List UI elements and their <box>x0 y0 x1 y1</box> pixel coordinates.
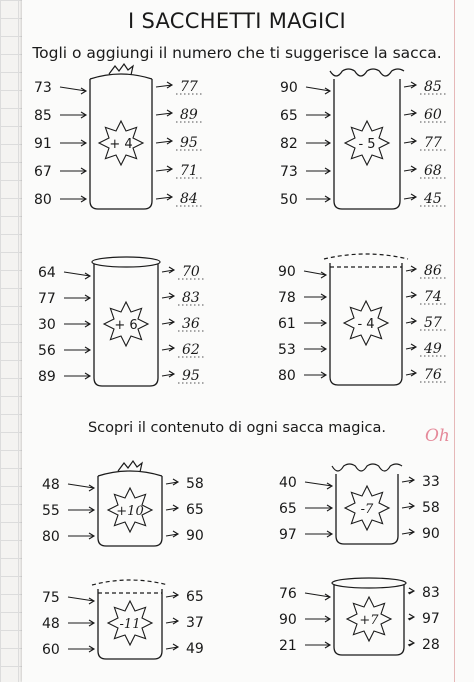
bag-lid <box>92 580 168 593</box>
operation-label: +7 <box>359 613 379 628</box>
input-number: 90 <box>280 80 298 96</box>
input-number: 73 <box>34 80 52 96</box>
output-number: 65 <box>186 502 204 518</box>
output-number: 33 <box>422 474 440 490</box>
output-arrow <box>166 531 178 537</box>
input-arrow <box>305 505 332 511</box>
input-number: 60 <box>42 642 60 658</box>
output-number: 89 <box>180 107 198 123</box>
exercise-3 <box>38 257 206 386</box>
input-arrow <box>304 320 326 326</box>
input-arrow <box>60 112 86 118</box>
input-number: 73 <box>280 164 298 180</box>
output-arrow <box>404 82 416 88</box>
input-arrow <box>306 112 330 118</box>
output-arrow <box>166 644 178 650</box>
output-number: 90 <box>422 526 440 542</box>
input-number: 76 <box>279 586 297 602</box>
exercise-1 <box>34 64 204 209</box>
input-number: 65 <box>280 108 298 124</box>
input-number: 90 <box>279 612 297 628</box>
output-arrow <box>406 370 416 376</box>
input-number: 90 <box>278 264 296 280</box>
output-arrow <box>406 344 416 350</box>
output-number: 76 <box>424 367 442 383</box>
input-number: 77 <box>38 291 56 307</box>
output-arrow <box>166 479 178 485</box>
output-arrow <box>162 345 174 351</box>
input-arrow <box>305 642 330 648</box>
output-arrow <box>404 138 416 144</box>
output-number: 37 <box>186 615 204 631</box>
input-number: 91 <box>34 136 52 152</box>
operation-label: + 6 <box>114 318 138 333</box>
input-number: 48 <box>42 477 60 493</box>
input-arrow <box>305 531 332 537</box>
output-number: 77 <box>424 135 442 151</box>
operation-label: - 5 <box>358 137 376 152</box>
output-arrow <box>156 166 172 172</box>
output-number: 65 <box>186 589 204 605</box>
input-arrow <box>305 593 330 600</box>
input-arrow <box>68 620 94 626</box>
input-number: 67 <box>34 164 52 180</box>
input-number: 55 <box>42 503 60 519</box>
input-arrow <box>305 616 330 622</box>
bag-knot <box>90 64 152 79</box>
exercise-5 <box>42 461 204 546</box>
input-arrow <box>306 196 330 202</box>
input-arrow <box>64 347 90 353</box>
output-number: 68 <box>424 163 442 179</box>
input-arrow <box>64 373 90 379</box>
input-arrow <box>306 87 330 94</box>
exercise-2 <box>280 69 448 209</box>
input-number: 48 <box>42 616 60 632</box>
output-number: 58 <box>422 500 440 516</box>
input-number: 85 <box>34 108 52 124</box>
output-number: 71 <box>180 163 198 179</box>
input-number: 78 <box>278 290 296 306</box>
output-arrow <box>156 110 172 116</box>
output-arrow <box>166 505 178 511</box>
output-arrow <box>406 292 416 298</box>
input-number: 65 <box>279 501 297 517</box>
output-arrow <box>156 138 172 144</box>
exercise-6 <box>279 464 440 544</box>
bag-knot <box>98 461 162 476</box>
output-arrow <box>156 194 172 200</box>
input-number: 80 <box>278 368 296 384</box>
output-number: 74 <box>424 289 442 305</box>
input-arrow <box>68 646 94 652</box>
output-number: 49 <box>424 341 442 357</box>
input-arrow <box>60 168 86 174</box>
input-arrow <box>68 507 94 513</box>
input-arrow <box>64 295 90 301</box>
output-arrow <box>162 267 174 273</box>
bag-rim <box>332 578 406 588</box>
output-number: 62 <box>182 342 200 358</box>
input-number: 30 <box>38 317 56 333</box>
bag-wavy-top <box>330 69 404 76</box>
input-number: 80 <box>34 192 52 208</box>
output-number: 77 <box>180 79 198 95</box>
operation-label: - 4 <box>357 317 375 332</box>
output-arrow <box>408 614 414 620</box>
operation-label: +10 <box>116 504 144 519</box>
output-number: 95 <box>182 368 200 384</box>
input-arrow <box>60 87 86 94</box>
output-arrow <box>402 477 414 483</box>
output-number: 70 <box>182 264 200 280</box>
operation-label: + 4 <box>109 137 133 152</box>
output-arrow <box>166 592 178 598</box>
input-arrow <box>305 482 332 489</box>
worksheet-instructions: Togli o aggiungi il numero che ti suggerisce la sacca. <box>32 44 442 62</box>
input-arrow <box>64 321 90 327</box>
input-number: 64 <box>38 265 56 281</box>
output-number: 97 <box>422 611 440 627</box>
input-number: 61 <box>278 316 296 332</box>
input-arrow <box>68 597 94 604</box>
output-arrow <box>162 371 174 377</box>
exercise-8 <box>279 578 440 655</box>
input-number: 40 <box>279 475 297 491</box>
bag-rim <box>92 257 160 267</box>
output-number: 90 <box>186 528 204 544</box>
input-number: 82 <box>280 136 298 152</box>
output-number: 57 <box>424 315 442 331</box>
section-instructions: Scopri il contenuto di ogni sacca magica. <box>87 420 387 436</box>
output-number: 45 <box>424 191 442 207</box>
output-number: 95 <box>180 135 198 151</box>
output-arrow <box>162 319 174 325</box>
operation-label: -11 <box>119 617 141 632</box>
worksheet-title: I SACCHETTI MAGICI <box>128 9 346 33</box>
output-number: 58 <box>186 476 204 492</box>
input-arrow <box>304 294 326 300</box>
input-number: 53 <box>278 342 296 358</box>
output-arrow <box>404 110 416 116</box>
input-number: 75 <box>42 590 60 606</box>
input-number: 21 <box>279 638 297 654</box>
output-arrow <box>402 503 414 509</box>
input-arrow <box>306 168 330 174</box>
output-number: 28 <box>422 637 440 653</box>
input-arrow <box>60 196 86 202</box>
output-number: 49 <box>186 641 204 657</box>
input-number: 80 <box>42 529 60 545</box>
output-number: 86 <box>424 263 442 279</box>
output-arrow <box>408 640 414 646</box>
output-arrow <box>162 293 174 299</box>
output-arrow <box>406 318 416 324</box>
input-number: 97 <box>279 527 297 543</box>
output-arrow <box>404 194 416 200</box>
exercise-7 <box>42 580 204 659</box>
input-arrow <box>304 271 326 278</box>
input-arrow <box>68 533 94 539</box>
output-number: 84 <box>180 191 198 207</box>
operation-label: -7 <box>360 502 374 517</box>
input-arrow <box>60 140 86 146</box>
input-arrow <box>304 346 326 352</box>
input-arrow <box>68 484 94 491</box>
input-number: 50 <box>280 192 298 208</box>
output-arrow <box>166 618 178 624</box>
input-arrow <box>64 272 90 279</box>
input-arrow <box>304 372 326 378</box>
bag-wavy-top <box>332 464 402 471</box>
output-number: 85 <box>424 79 442 95</box>
output-arrow <box>406 266 416 272</box>
output-arrow <box>404 166 416 172</box>
output-arrow <box>408 588 414 594</box>
teacher-mark: Oh <box>425 426 450 446</box>
output-arrow <box>156 82 172 88</box>
output-number: 36 <box>182 316 200 332</box>
input-number: 56 <box>38 343 56 359</box>
input-number: 89 <box>38 369 56 385</box>
bag-lid <box>324 254 408 267</box>
exercise-4 <box>278 254 448 385</box>
output-arrow <box>402 529 414 535</box>
output-number: 60 <box>424 107 442 123</box>
output-number: 83 <box>182 290 200 306</box>
output-number: 83 <box>422 585 440 601</box>
input-arrow <box>306 140 330 146</box>
